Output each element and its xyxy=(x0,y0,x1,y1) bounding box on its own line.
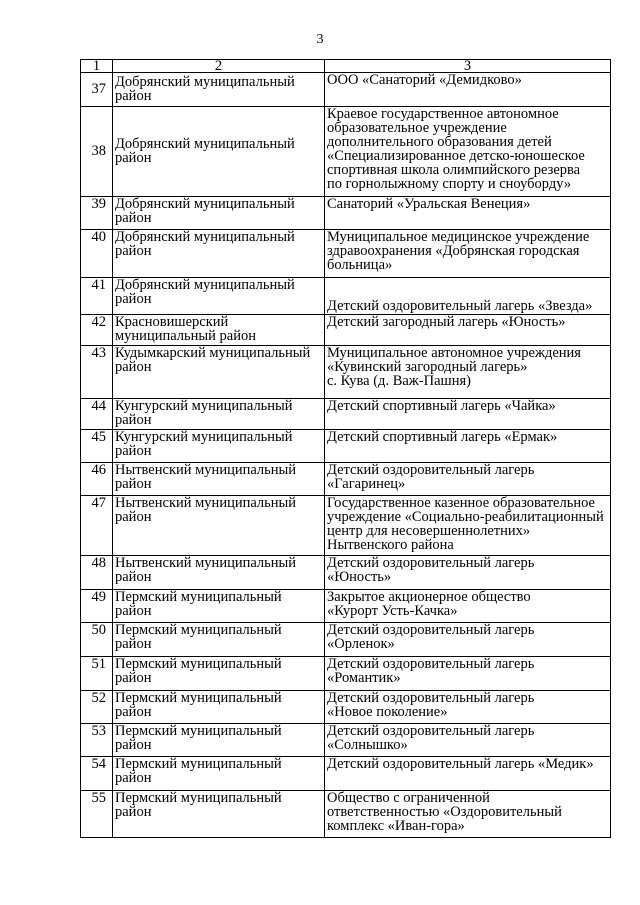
organization-cell xyxy=(325,278,611,315)
district-cell xyxy=(113,623,325,657)
table-row xyxy=(81,657,611,691)
table-row xyxy=(81,724,611,757)
organization-cell xyxy=(325,399,611,430)
text-line: район xyxy=(115,704,152,720)
text-line: Закрытое акционерное общество xyxy=(327,589,531,605)
text-line: район xyxy=(115,443,152,459)
text-line: образовательное учреждение xyxy=(327,120,507,136)
text-line: Пермский муниципальный xyxy=(115,589,282,605)
table-row xyxy=(81,463,611,496)
table-row xyxy=(81,757,611,791)
text-line: Добрянский муниципальный xyxy=(115,74,295,90)
text-line: район xyxy=(115,291,152,307)
table-body xyxy=(81,73,611,838)
row-number: 54 xyxy=(81,757,113,791)
district-cell xyxy=(113,496,325,556)
organization-cell xyxy=(325,623,611,657)
organization-cell xyxy=(325,73,611,107)
table-row xyxy=(81,399,611,430)
organization-cell xyxy=(325,757,611,791)
text-line: Добрянский муниципальный xyxy=(115,136,295,152)
text-line: Добрянский муниципальный xyxy=(115,277,295,293)
text-line: Пермский муниципальный xyxy=(115,756,282,772)
text-line: «Новое поколение» xyxy=(327,704,448,720)
text-line: Нытвенский муниципальный xyxy=(115,495,297,511)
district-cell xyxy=(113,757,325,791)
table-row xyxy=(81,556,611,590)
organization-cell xyxy=(325,197,611,230)
text-line: Детский оздоровительный лагерь «Звезда» xyxy=(327,298,593,314)
text-line: район xyxy=(115,243,152,259)
row-number: 55 xyxy=(81,791,113,838)
row-number: 38 xyxy=(81,107,113,197)
district-cell xyxy=(113,556,325,590)
row-number: 39 xyxy=(81,197,113,230)
organizations-table xyxy=(80,59,611,838)
organization-cell xyxy=(325,791,611,838)
text-line: комплекс «Иван-гора» xyxy=(327,818,465,834)
row-number: 37 xyxy=(81,73,113,107)
text-line: район xyxy=(115,412,152,428)
text-line: Детский оздоровительный лагерь xyxy=(327,723,535,739)
text-line: Общество с ограниченной xyxy=(327,790,490,806)
text-line: «Кувинский загородный лагерь» xyxy=(327,359,528,375)
text-line: Детский загородный лагерь «Юность» xyxy=(327,314,566,330)
organization-cell xyxy=(325,315,611,346)
text-line: Санаторий «Уральская Венеция» xyxy=(327,196,531,212)
text-line: дополнительного образования детей xyxy=(327,134,552,150)
row-number: 51 xyxy=(81,657,113,691)
district-cell xyxy=(113,73,325,107)
district-cell xyxy=(113,657,325,691)
text-line: район xyxy=(115,150,152,166)
row-number: 47 xyxy=(81,496,113,556)
table-row xyxy=(81,315,611,346)
organization-cell xyxy=(325,496,611,556)
text-line: район xyxy=(115,737,152,753)
text-line: Кудымкарский муниципальный xyxy=(115,345,311,361)
district-cell xyxy=(113,107,325,197)
organization-cell xyxy=(325,346,611,399)
text-line: район xyxy=(115,569,152,585)
text-line: ООО «Санаторий «Демидково» xyxy=(327,72,522,88)
text-line: учреждение «Социально-реабилитационный xyxy=(327,509,604,525)
district-cell xyxy=(113,230,325,278)
text-line: Пермский муниципальный xyxy=(115,690,282,706)
table-row xyxy=(81,346,611,399)
text-line: Муниципальное автономное учреждения xyxy=(327,345,581,361)
text-line: Детский оздоровительный лагерь xyxy=(327,462,535,478)
district-cell xyxy=(113,346,325,399)
text-line: больница» xyxy=(327,257,393,273)
text-line: Кунгурский муниципальный xyxy=(115,429,293,445)
district-cell xyxy=(113,278,325,315)
row-number: 42 xyxy=(81,315,113,346)
organization-cell xyxy=(325,463,611,496)
text-line: Нытвенского района xyxy=(327,537,454,553)
text-line: центр для несовершеннолетних» xyxy=(327,523,531,539)
text-line: Детский оздоровительный лагерь «Медик» xyxy=(327,756,594,772)
district-cell xyxy=(113,724,325,757)
text-line: муниципальный район xyxy=(115,328,256,344)
text-line: ответственностью «Оздоровительный xyxy=(327,804,562,820)
district-cell xyxy=(113,691,325,724)
row-number: 45 xyxy=(81,430,113,463)
row-number: 41 xyxy=(81,278,113,315)
text-line: район xyxy=(115,509,152,525)
text-line: Кунгурский муниципальный xyxy=(115,398,293,414)
row-number: 40 xyxy=(81,230,113,278)
text-line: Добрянский муниципальный xyxy=(115,196,295,212)
table-row xyxy=(81,230,611,278)
table-row xyxy=(81,623,611,657)
text-line: Муниципальное медицинское учреждение xyxy=(327,229,590,245)
table-row xyxy=(81,590,611,623)
text-line: район xyxy=(115,636,152,652)
organization-cell xyxy=(325,556,611,590)
table-row xyxy=(81,73,611,107)
text-line: Пермский муниципальный xyxy=(115,656,282,672)
header-col-1: 1 xyxy=(81,60,113,73)
district-cell xyxy=(113,463,325,496)
text-line: район xyxy=(115,603,152,619)
text-line: здравоохранения «Добрянская городская xyxy=(327,243,580,259)
text-line: район xyxy=(115,476,152,492)
row-number: 43 xyxy=(81,346,113,399)
text-line: Детский спортивный лагерь «Ермак» xyxy=(327,429,558,445)
text-line: по горнолыжному спорту и сноуборду» xyxy=(327,176,572,192)
text-line: «Специализированное детско-юношеское xyxy=(327,148,585,164)
row-number: 44 xyxy=(81,399,113,430)
text-line: Пермский муниципальный xyxy=(115,790,282,806)
text-line: Государственное казенное образовательное xyxy=(327,495,595,511)
text-line: район xyxy=(115,670,152,686)
header-col-2: 2 xyxy=(113,60,325,73)
organization-cell xyxy=(325,724,611,757)
text-line: «Гагаринец» xyxy=(327,476,406,492)
table-row xyxy=(81,278,611,315)
row-number: 50 xyxy=(81,623,113,657)
text-line: район xyxy=(115,88,152,104)
row-number: 48 xyxy=(81,556,113,590)
district-cell xyxy=(113,791,325,838)
header-row xyxy=(81,60,611,73)
district-cell xyxy=(113,399,325,430)
text-line: район xyxy=(115,804,152,820)
text-line: «Курорт Усть-Качка» xyxy=(327,603,458,619)
table-row xyxy=(81,496,611,556)
table-row xyxy=(81,197,611,230)
page-number: 3 xyxy=(316,32,324,47)
organization-cell xyxy=(325,657,611,691)
text-line: Детский спортивный лагерь «Чайка» xyxy=(327,398,556,414)
organization-cell xyxy=(325,691,611,724)
table-row xyxy=(81,430,611,463)
table-row xyxy=(81,791,611,838)
text-line: Детский оздоровительный лагерь xyxy=(327,656,535,672)
text-line: «Орленок» xyxy=(327,636,395,652)
district-cell xyxy=(113,315,325,346)
row-number: 52 xyxy=(81,691,113,724)
text-line: «Юность» xyxy=(327,569,392,585)
text-line: Краевое государственное автономное xyxy=(327,106,559,122)
text-line: район xyxy=(115,359,152,375)
text-line: Детский оздоровительный лагерь xyxy=(327,555,535,571)
text-line: Пермский муниципальный xyxy=(115,622,282,638)
text-line: с. Кува (д. Важ-Пашня) xyxy=(327,373,471,389)
text-line: Детский оздоровительный лагерь xyxy=(327,690,535,706)
text-line: Нытвенский муниципальный xyxy=(115,462,297,478)
text-line: Нытвенский муниципальный xyxy=(115,555,297,571)
row-number: 53 xyxy=(81,724,113,757)
district-cell xyxy=(113,430,325,463)
text-line: «Солнышко» xyxy=(327,737,408,753)
text-line: «Романтик» xyxy=(327,670,401,686)
table-row xyxy=(81,691,611,724)
text-line: Добрянский муниципальный xyxy=(115,229,295,245)
district-cell xyxy=(113,197,325,230)
district-cell xyxy=(113,590,325,623)
organization-cell xyxy=(325,430,611,463)
row-number: 49 xyxy=(81,590,113,623)
text-line: район xyxy=(115,770,152,786)
header-col-3: 3 xyxy=(325,60,611,73)
text-line: Красновишерский xyxy=(115,314,229,330)
text-line: район xyxy=(115,210,152,226)
text-line: Детский оздоровительный лагерь xyxy=(327,622,535,638)
organization-cell xyxy=(325,107,611,197)
row-number: 46 xyxy=(81,463,113,496)
table-row xyxy=(81,107,611,197)
text-line: Пермский муниципальный xyxy=(115,723,282,739)
organization-cell xyxy=(325,590,611,623)
organization-cell xyxy=(325,230,611,278)
text-line: спортивная школа олимпийского резерва xyxy=(327,162,581,178)
